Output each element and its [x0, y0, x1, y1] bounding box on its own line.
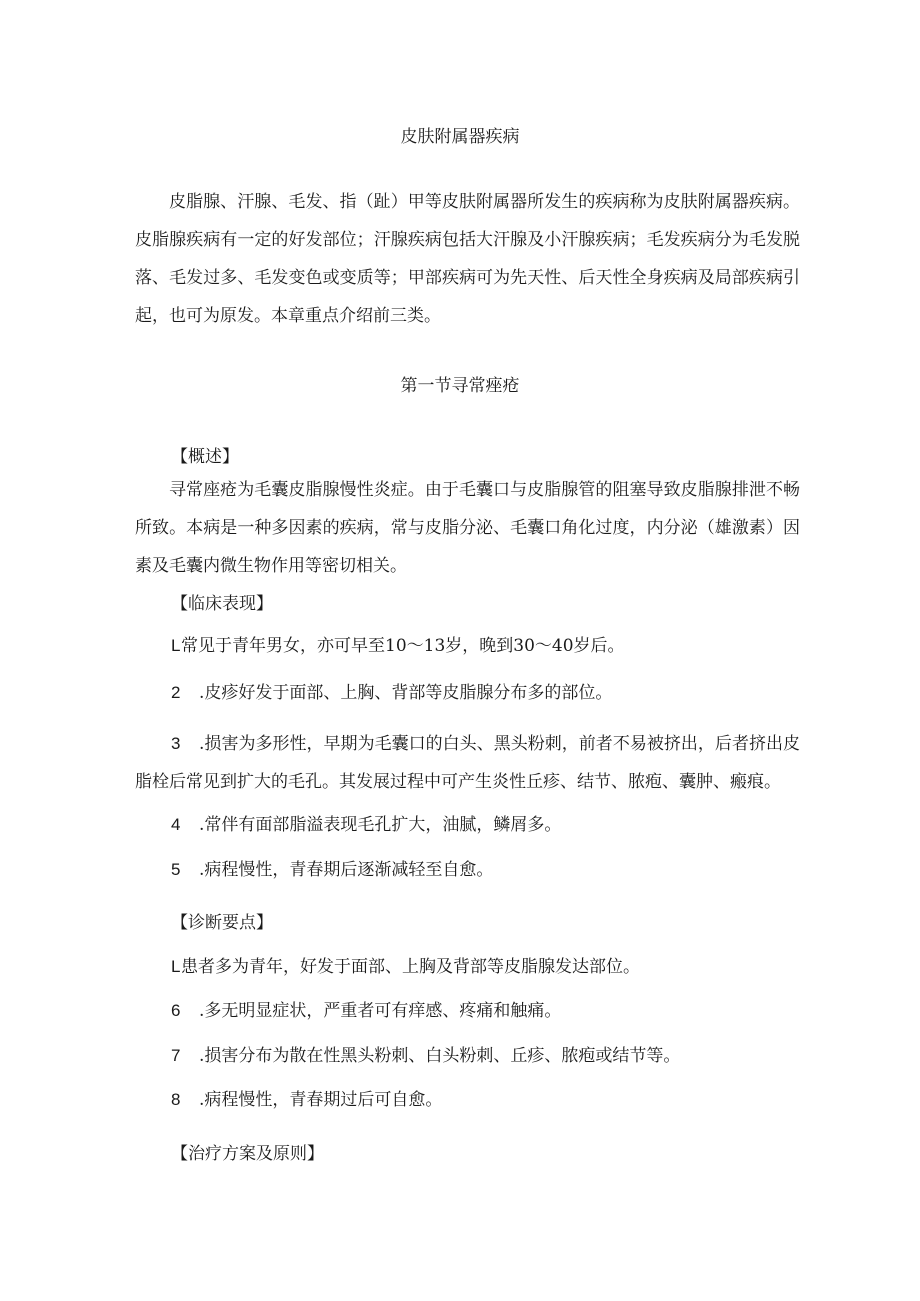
item-number: 6: [171, 1001, 181, 1020]
intro-paragraph: 皮脂腺、汗腺、毛发、指（趾）甲等皮肤附属器所发生的疾病称为皮肤附属器疾病。皮脂腺疾病有一定的好发部位；汗腺疾病包括大汗腺及小汗腺疾病；毛发疾病分为毛发脱落、毛发过多、毛发变色或变质等；甲部疾病可为先天性、后天性全身疾病及局部疾病引起，也可为原发。本章重点介绍前三类。: [135, 192, 800, 326]
item-text: 患者多为青年，好发于面部、上胸及背部等皮脂腺发达部位。: [181, 957, 640, 977]
item-text: .常伴有面部脂溢表现毛孔扩大，油腻，鳞屑多。: [199, 815, 562, 835]
item-text: .损害为多形性，早期为毛囊口的白头、黑头粉刺，前者不易被挤出，后者挤出皮脂栓后常见到扩大的毛孔。其发展过程中可产生炎性丘疹、结节、脓疱、囊肿、瘢痕。: [135, 734, 800, 792]
overview-heading: 【概述】: [171, 447, 239, 467]
list-item: [171, 996, 561, 1021]
list-item: [171, 1085, 442, 1110]
clinical-heading: 【临床表现】: [171, 594, 273, 614]
item-number: L: [171, 957, 181, 976]
item-text: 常见于青年男女，亦可早至10～13岁，晚到30～40岁后。: [181, 636, 625, 656]
item-text: .皮疹好发于面部、上胸、背部等皮脂腺分布多的部位。: [199, 683, 613, 703]
item-number: 8: [171, 1090, 181, 1109]
list-item: [171, 952, 640, 977]
list-item: [171, 855, 493, 880]
item-text: .多无明显症状，严重者可有痒感、疼痛和触痛。: [199, 1001, 562, 1021]
list-item: [171, 1041, 680, 1066]
page-title: 皮肤附属器疾病: [400, 127, 520, 147]
list-item: [171, 631, 625, 656]
item-number: L: [171, 636, 181, 655]
item-text: .损害分布为散在性黑头粉刺、白头粉刺、丘疹、脓疱或结节等。: [199, 1046, 681, 1066]
overview-paragraph: 寻常座疮为毛囊皮脂腺慢性炎症。由于毛囊口与皮脂腺管的阻塞导致皮脂腺排泄不畅所致。本病是一种多因素的疾病，常与皮脂分泌、毛囊口角化过度，内分泌（雄激素）因素及毛囊内微生物作用等密切相关。: [135, 480, 800, 576]
item-number: 7: [171, 1046, 181, 1065]
list-item: [135, 725, 800, 801]
list-item: [171, 678, 612, 703]
section-title: 第一节寻常痤疮: [400, 376, 520, 396]
item-number: 3: [171, 734, 181, 753]
item-number: 4: [171, 815, 181, 834]
item-number: 5: [171, 860, 181, 879]
list-item: [171, 810, 561, 835]
treatment-heading: 【治疗方案及原则】: [171, 1144, 324, 1164]
diagnosis-heading: 【诊断要点】: [171, 913, 273, 933]
item-number: 2: [171, 683, 181, 702]
item-text: .病程慢性，青春期后逐渐减轻至自愈。: [199, 860, 494, 880]
item-text: .病程慢性，青春期过后可自愈。: [199, 1090, 443, 1110]
